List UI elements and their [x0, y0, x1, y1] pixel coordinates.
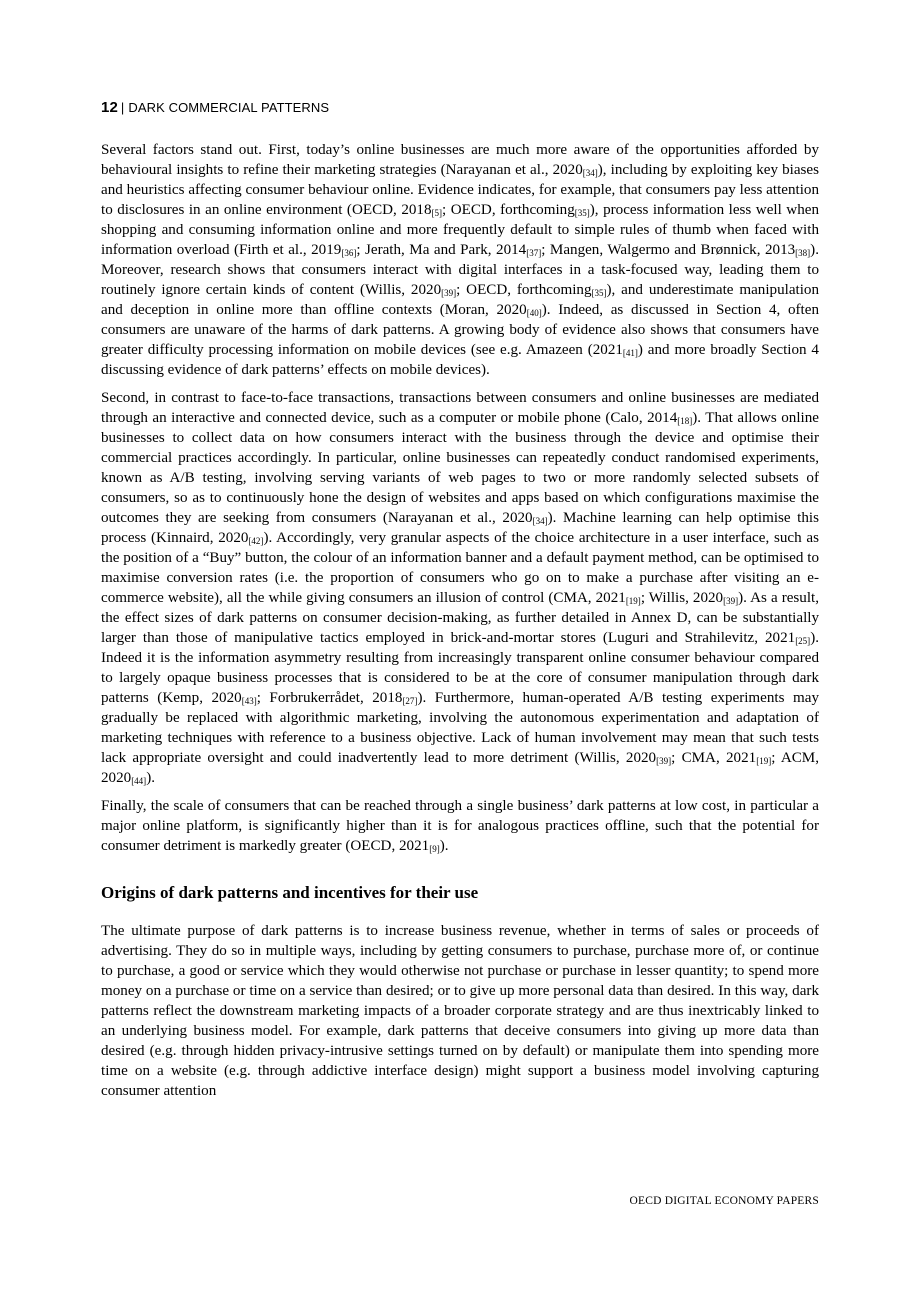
- running-title: DARK COMMERCIAL PATTERNS: [128, 100, 330, 115]
- citation-reference: [43]: [241, 696, 257, 706]
- text-run: ). Moreover, research shows that consumers interact with digital interfaces in a task-focused way, leading them to routinely ignore certain kinds of content (Willis, 2020: [101, 242, 819, 298]
- citation-reference: [40]: [526, 308, 542, 318]
- body-text: [101, 140, 819, 1109]
- citation-reference: [42]: [248, 536, 264, 546]
- text-run: ), process information less well when shopping and consuming information online and more frequently default to simple rules of thumb when faced with information overload (Firth et al., 2019: [101, 202, 819, 258]
- paragraph: [101, 921, 819, 1101]
- text-run: ).: [439, 838, 449, 854]
- intro-paragraphs: [101, 140, 819, 856]
- text-run: ). Indeed it is the information asymmetry resulting from increasingly transparent online consumer behaviour compared to largely opaque business processes that is considered to be at the core of consumer manipulation through dark patterns (Kemp, 2020: [101, 630, 819, 706]
- citation-reference: [36]: [341, 248, 357, 258]
- text-run: ). Indeed, as discussed in Section 4, often consumers are unaware of the harms of dark patterns. A growing body of evidence also shows that consumers have greater difficulty processing information on mobile devices (see e.g. Amazeen (2021: [101, 302, 819, 358]
- citation-reference: [5]: [431, 208, 443, 218]
- citation-reference: [39]: [441, 288, 457, 298]
- citation-reference: [34]: [532, 516, 548, 526]
- page-number: 12: [101, 99, 118, 116]
- text-run: ), including by exploiting key biases and heuristics affecting consumer behaviour online. Evidence indicates, for example, that consumers pay less attention to disclosures in an online environment (OECD, 2018: [101, 162, 819, 218]
- text-run: ). As a result, the effect sizes of dark patterns on consumer decision-making, as further detailed in Annex D, can be substantially larger than those of manipulative tactics employed in brick-and-mortar stores (Luguri and Strahilevitz, 2021: [101, 590, 819, 646]
- text-run: ). That allows online businesses to collect data on how consumers interact with the business through the device and optimise their commercial practices accordingly. In particular, online businesses can repeatedly conduct randomised experiments, known as A/B testing, involving serving variants of web pages to two or more randomly selected subsets of consumers, so as to continuously hone the design of websites and apps based on which configurations maximise the outcomes they are seeking from consumers (Narayanan et al., 2020: [101, 410, 819, 526]
- text-run: Several factors stand out. First, today’s online businesses are much more aware of the opportunities afforded by behavioural insights to refine their marketing strategies (Narayanan et al., 2020: [101, 142, 819, 178]
- running-footer: OECD DIGITAL ECONOMY PAPERS: [629, 1195, 819, 1207]
- header-separator: |: [120, 100, 125, 115]
- citation-reference: [39]: [723, 596, 739, 606]
- citation-reference: [25]: [795, 636, 811, 646]
- text-run: The ultimate purpose of dark patterns is to increase business revenue, whether in terms of sales or proceeds of advertising. They do so in multiple ways, including by getting consumers to purchase, purchase more of, or continue to purchase, a good or service which they would otherwise not purchase or purchase in lesser quantity; to spend more money on a purchase or time on a service than desired; or to give up more personal data than desired. In this way, dark patterns reflect the downstream marketing impacts of a broader corporate strategy and are thus inextricably linked to an underlying business model. For example, dark patterns that deceive consumers into giving up more data than desired (e.g. through hidden privacy-intrusive settings turned on by default) or manipulate them into spending more time on a website (e.g. through addictive interface design) might support a business model involving capturing consumer attention: [101, 923, 819, 1099]
- citation-reference: [35]: [574, 208, 590, 218]
- text-run: ; OECD, forthcoming: [456, 282, 592, 298]
- running-header: [101, 99, 329, 116]
- citation-reference: [41]: [622, 348, 638, 358]
- text-run: ; CMA, 2021: [671, 750, 757, 766]
- text-run: ).: [146, 770, 155, 786]
- text-run: ; Willis, 2020: [640, 590, 724, 606]
- paragraph: [101, 388, 819, 788]
- citation-reference: [34]: [582, 168, 598, 178]
- citation-reference: [39]: [656, 756, 672, 766]
- citation-reference: [44]: [131, 776, 147, 786]
- paragraph: [101, 796, 819, 856]
- text-run: ; Mangen, Walgermo and Brønnick, 2013: [541, 242, 796, 258]
- citation-reference: [27]: [402, 696, 418, 706]
- section-paragraphs: [101, 921, 819, 1101]
- section-heading: Origins of dark patterns and incentives for their use: [101, 883, 479, 902]
- citation-reference: [9]: [429, 844, 440, 854]
- citation-reference: [37]: [526, 248, 542, 258]
- citation-reference: [35]: [591, 288, 607, 298]
- text-run: ; Jerath, Ma and Park, 2014: [356, 242, 527, 258]
- text-run: ). Furthermore, human-operated A/B testing experiments may gradually be replaced with algorithmic marketing, involving the autonomous experimentation and adaptation of marketing techniques with reference to a business objective. Lack of human involvement may mean that such tests lack appropriate oversight and could inadvertently lead to more detriment (Willis, 2020: [101, 690, 819, 766]
- text-run: ). Machine learning can help optimise this process (Kinnaird, 2020: [101, 510, 819, 546]
- citation-reference: [18]: [677, 416, 693, 426]
- text-run: Finally, the scale of consumers that can be reached through a single business’ dark patterns at low cost, in particular a major online platform, is significantly higher than it is for analogous practices offline, such that the potential for consumer detriment is markedly greater (OECD, 2021: [101, 798, 819, 854]
- text-run: ; OECD, forthcoming: [442, 202, 575, 218]
- text-run: ; ACM, 2020: [101, 750, 820, 786]
- paragraph: [101, 140, 819, 380]
- text-run: Second, in contrast to face-to-face transactions, transactions between consumers and online businesses are mediated through an interactive and connected device, such as a computer or mobile phone (Calo, 2014: [101, 390, 819, 426]
- citation-reference: [19]: [756, 756, 772, 766]
- text-run: ). Accordingly, very granular aspects of the choice architecture in a user interface, such as the position of a “Buy” button, the colour of an information banner and a default payment method, can be optimised to maximise conversion rates (i.e. the proportion of consumers who go on to make a purchase after visiting an e-commerce website), all the while giving consumers an illusion of control (CMA, 2021: [101, 530, 819, 606]
- citation-reference: [38]: [795, 248, 811, 258]
- text-run: ), and underestimate manipulation and deception in online more than offline contexts (Moran, 2020: [101, 282, 819, 318]
- text-run: ) and more broadly Section 4 discussing evidence of dark patterns’ effects on mobile devices).: [101, 342, 819, 378]
- citation-reference: [19]: [625, 596, 641, 606]
- text-run: ; Forbrukerrådet, 2018: [256, 690, 403, 706]
